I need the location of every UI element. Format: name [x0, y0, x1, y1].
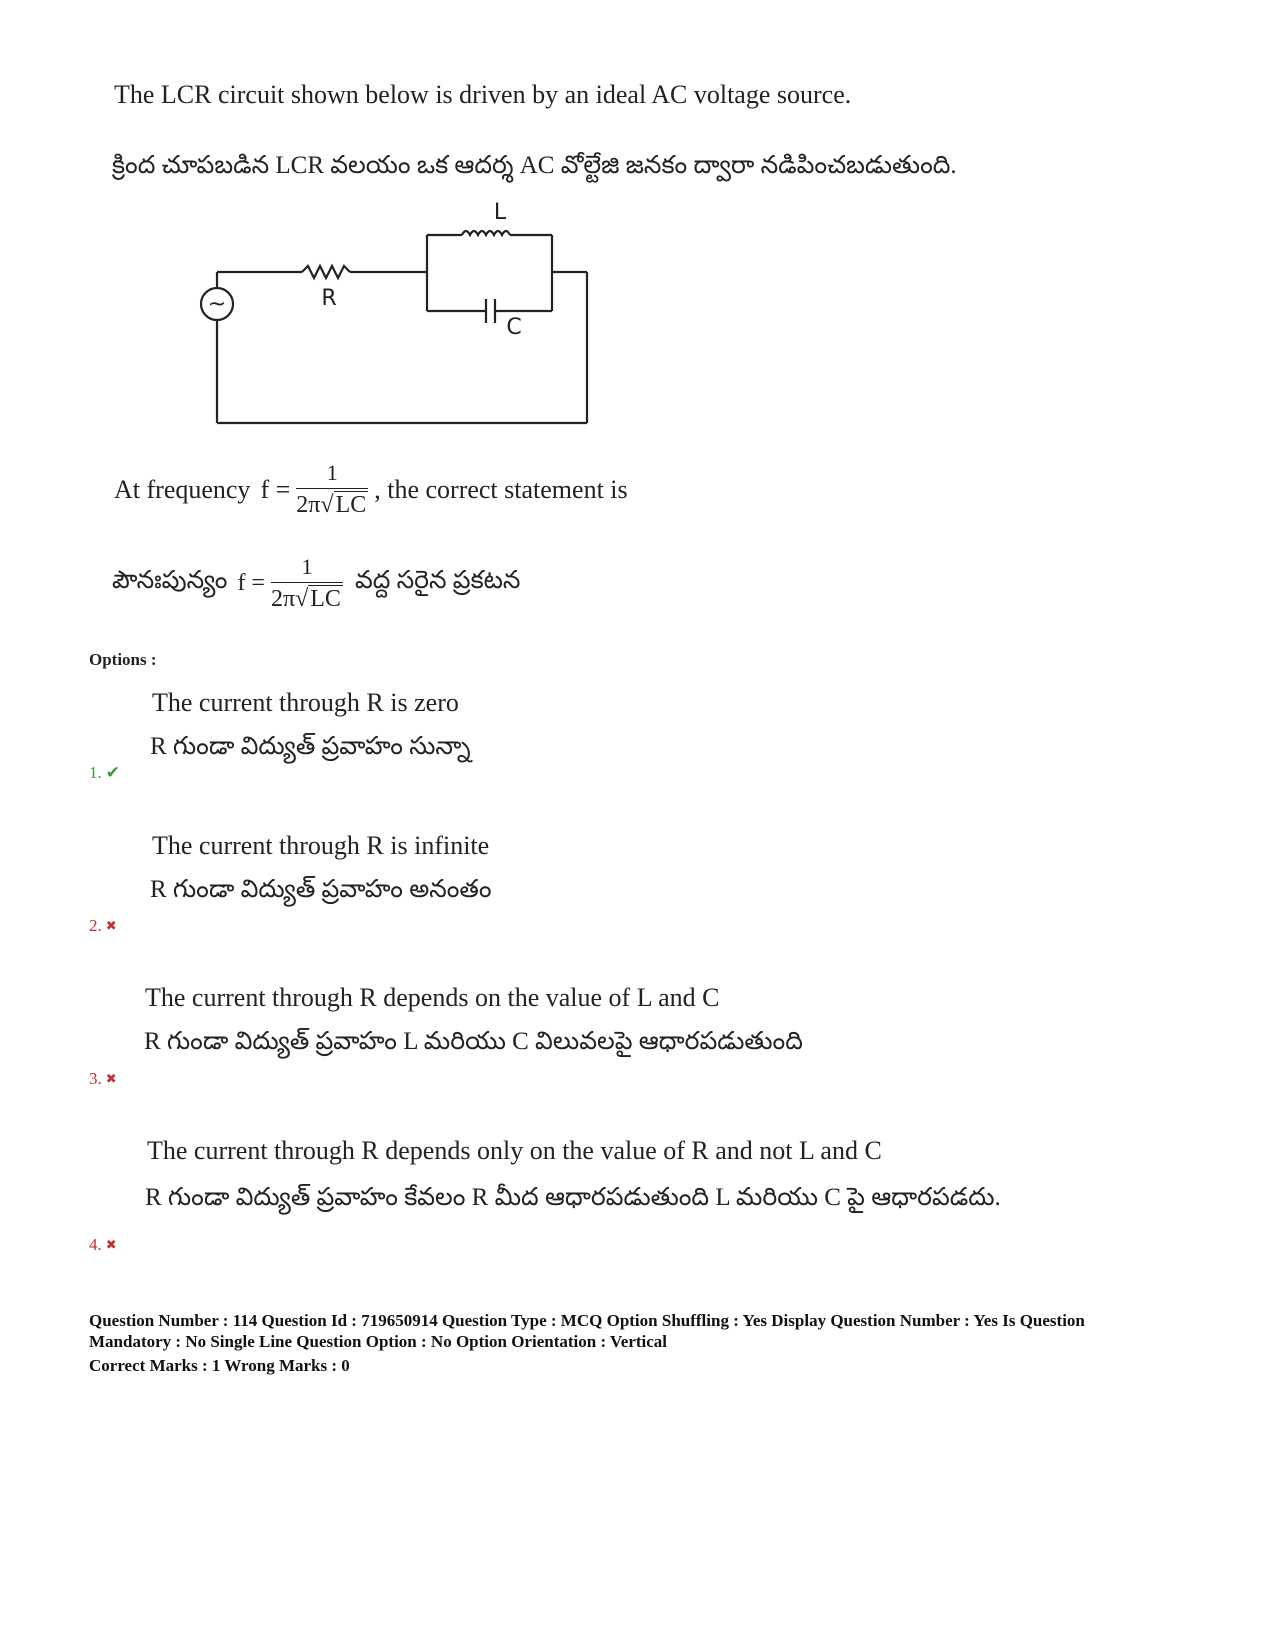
formula-numerator-te: 1 [271, 552, 343, 583]
check-icon: ✔ [105, 763, 120, 782]
formula-numerator: 1 [296, 458, 368, 489]
metadata-line-1: Question Number : 114 Question Id : 719650914 Question Type : MCQ Option Shuffling : Yes Display Question Number : Yes Is Question [89, 1311, 1085, 1330]
option-3-text-te: R గుండా విద్యుత్ ప్రవాహం L మరియు C విలువలపై ఆధారపడుతుంది [144, 1028, 803, 1055]
option-4-text-te: R గుండా విద్యుత్ ప్రవాహం కేవలం R మీద ఆధారపడుతుంది L మరియు C పై ఆధారపడదు. [145, 1184, 1001, 1211]
metadata-line-2: Mandatory : No Single Line Question Option : No Option Orientation : Vertical [89, 1332, 668, 1351]
formula-den-radical-te: LC [310, 586, 341, 612]
inductor-coil [462, 231, 510, 235]
frequency-statement-te [112, 552, 520, 615]
option-3-marker[interactable] [89, 1069, 117, 1089]
formula-den-radical: LC [335, 492, 367, 518]
option-2-marker[interactable] [89, 916, 117, 936]
option-3-text-en: The current through R depends on the value of L and C [145, 983, 720, 1012]
formula-den-coef: 2π [296, 492, 321, 518]
question-stem-en: The LCR circuit shown below is driven by an ideal AC voltage source. [114, 80, 852, 109]
freq-en-suffix: , the correct statement is [374, 474, 628, 504]
option-4-text-en: The current through R depends only on the value of R and not L and C [147, 1136, 882, 1165]
label-capacitor: C [506, 315, 522, 340]
option-2-text-en: The current through R is infinite [152, 831, 490, 860]
resistor [302, 266, 350, 278]
option-1-number: 1. [89, 763, 102, 782]
formula-den-coef-te: 2π [270, 586, 296, 612]
label-inductor: L [493, 200, 507, 225]
lcr-circuit-diagram [190, 195, 610, 435]
metadata-marks: Correct Marks : 1 Wrong Marks : 0 [89, 1356, 350, 1375]
formula-lhs-te: f = [237, 570, 265, 596]
option-1-marker[interactable] [89, 763, 120, 783]
frequency-statement-en [114, 458, 628, 521]
option-4-number: 4. [89, 1235, 102, 1254]
option-1-text-en: The current through R is zero [152, 688, 459, 717]
option-3-number: 3. [89, 1069, 102, 1088]
cross-icon: ✖ [105, 1237, 117, 1252]
option-1-text-te: R గుండా విద్యుత్ ప్రవాహం సున్నా [150, 733, 471, 760]
freq-te-suffix: వద్ద సరైన ప్రకటన [354, 566, 521, 594]
label-resistor: R [321, 286, 337, 311]
cross-icon: ✖ [105, 918, 117, 933]
freq-te-prefix: పౌనఃపున్యం [112, 566, 228, 594]
question-metadata [89, 1310, 1189, 1376]
formula-denominator-te: 2π√LC [270, 586, 341, 612]
formula-fraction-te [271, 552, 343, 615]
option-4-marker[interactable] [89, 1235, 117, 1255]
freq-en-prefix: At frequency [114, 474, 251, 504]
formula-fraction [296, 458, 368, 521]
formula-lhs: f = [260, 474, 291, 504]
cross-icon: ✖ [105, 1071, 117, 1086]
formula-denominator: 2π√LC [296, 492, 367, 518]
options-label: Options : [89, 650, 157, 669]
ac-source-symbol: ~ [207, 292, 227, 317]
option-2-number: 2. [89, 916, 102, 935]
option-2-text-te: R గుండా విద్యుత్ ప్రవాహం అనంతం [150, 876, 492, 903]
question-stem-te: క్రింద చూపబడిన LCR వలయం ఒక ఆదర్శ AC వోల్టేజి జనకం ద్వారా నడిపించబడుతుంది. [112, 152, 957, 179]
